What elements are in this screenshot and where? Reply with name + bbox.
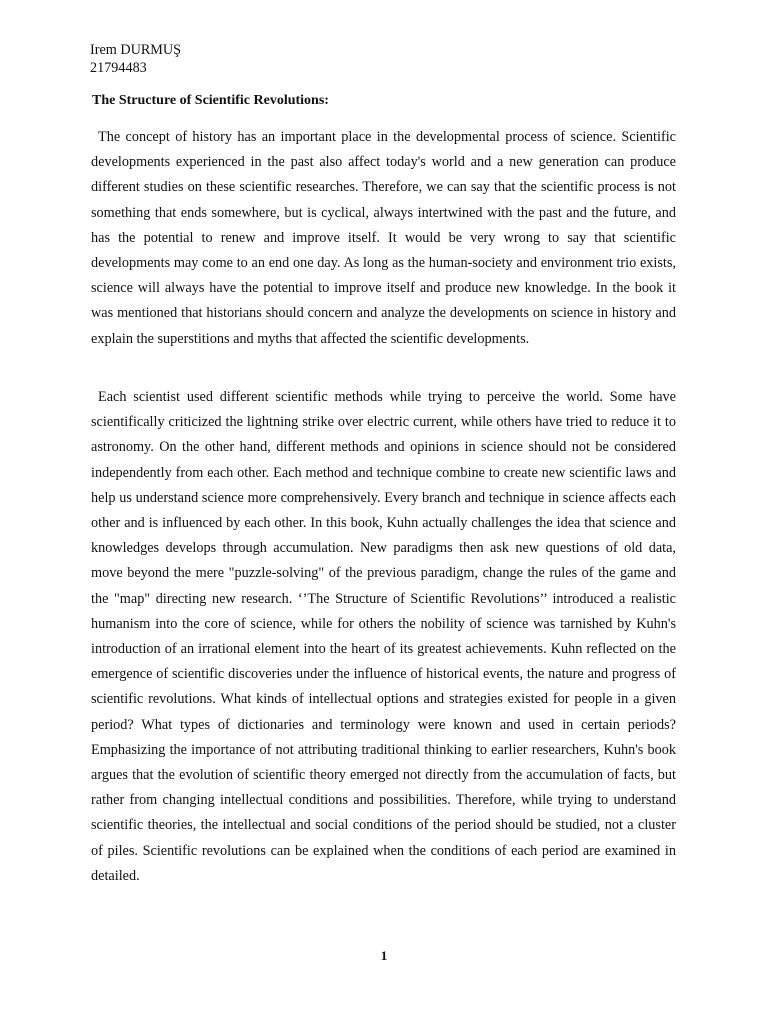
page-number: 1 bbox=[380, 948, 388, 963]
paragraph-1: The concept of history has an important place in the developmental process of science. Scientific developments experienced in the past also affect today's world and a new generation can produce different studies on these scientific researches. Therefore, we can say that the scientific process is not something that ends somewhere, but is cyclical, always intertwined with the past and the future, and has the potential to renew and improve itself. It would be very wrong to say that scientific developments may come to an end one day. As long as the human-society and environment trio exists, science will always have the potential to improve itself and produce new knowledge. In the book it was mentioned that historians should concern and analyze the developments on science in history and explain the superstitions and myths that affected the scientific developments. bbox=[91, 129, 676, 347]
author-name: Irem DURMUŞ bbox=[90, 42, 182, 58]
paragraph-2: Each scientist used different scientific methods while trying to perceive the world. Some have scientifically criticized the lightning strike over electric current, while others have tried to reduce it to astronomy. On the other hand, different methods and opinions in science should not be considered independently from each other. Each method and technique combine to create new scientific laws and help us understand science more comprehensively. Every branch and technique in science affects each other and is influenced by each other. In this book, Kuhn actually challenges the idea that science and knowledges develops through accumulation. New paradigms then ask new questions of old data, move beyond the mere "puzzle-solving" of the previous paradigm, change the rules of the game and the "map" directing new research. ‘’The Structure of Scientific Revolutions’’ introduced a realistic humanism into the core of science, while for others the nobility of science was tarnished by Kuhn's introduction of an irrational element into the heart of its greatest achievements. Kuhn reflected on the emergence of scientific discoveries under the influence of historical events, the nature and progress of scientific revolutions. What kinds of intellectual options and strategies existed for people in a given period? What types of dictionaries and terminology were known and used in certain periods? Emphasizing the importance of not attributing traditional thinking to earlier researchers, Kuhn's book argues that the evolution of scientific theory emerged not directly from the accumulation of facts, but rather from changing intellectual conditions and possibilities. Therefore, while trying to understand scientific theories, the intellectual and social conditions of the period should be studied, not a cluster of piles. Scientific revolutions can be explained when the conditions of each period are examined in detailed. bbox=[91, 389, 676, 884]
author-header bbox=[90, 41, 181, 77]
document-title: The Structure of Scientific Revolutions: bbox=[92, 93, 329, 108]
student-id: 21794483 bbox=[90, 60, 147, 76]
